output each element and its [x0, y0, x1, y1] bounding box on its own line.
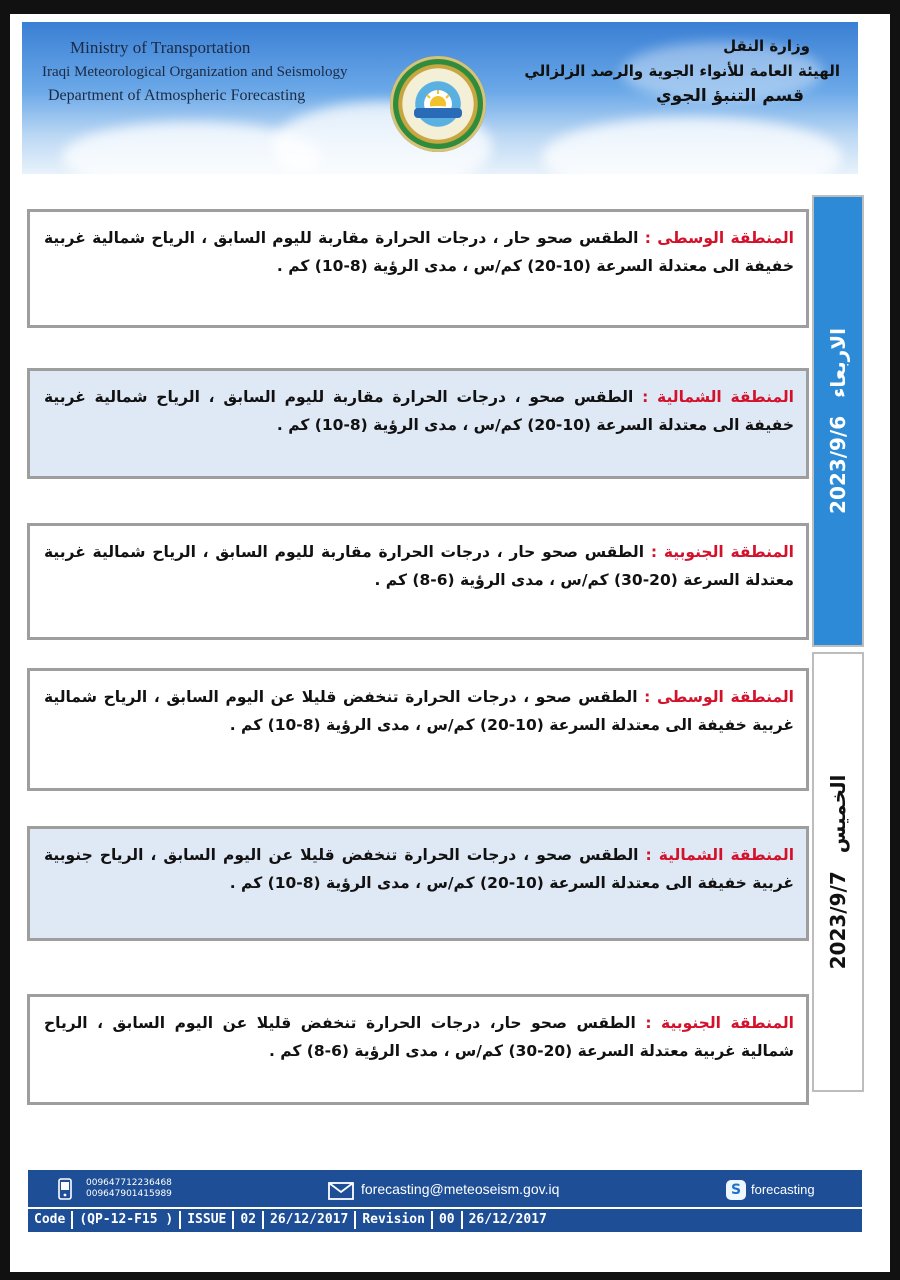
day-name: الخميس	[826, 774, 850, 854]
forecast-box-south-day1	[27, 523, 809, 640]
forecast-text: الطقس صحو ، درجات الحرارة مقاربة لليوم السابق ، الرياح شمالية غربية خفيفة الى معتدلة السرعة (10-20) كم/س ، مدى الرؤية (8-10) كم .	[44, 388, 794, 434]
forecast-box-central-day2	[27, 668, 809, 791]
region-label: المنطقة الوسطى :	[644, 229, 794, 247]
forecast-box-south-day2	[27, 994, 809, 1105]
forecast-box-central-day1	[27, 209, 809, 328]
english-heading	[42, 36, 347, 108]
region-label: المنطقة الشمالية :	[642, 388, 794, 406]
ministry-name-ar: وزارة النقل	[723, 37, 810, 55]
day-label	[826, 775, 850, 970]
contact-footer	[28, 1170, 862, 1232]
region-label: المنطقة الشمالية :	[645, 846, 795, 864]
day-name: الاربعاء	[826, 328, 850, 398]
forecast-box-north-day1	[27, 368, 809, 479]
revision-number: 00	[433, 1211, 463, 1229]
arabic-heading	[524, 34, 840, 109]
issue-label: ISSUE	[181, 1211, 234, 1229]
phone-numbers	[86, 1178, 172, 1200]
phone-number: 009647901415989	[86, 1189, 172, 1199]
forecast-box-north-day2	[27, 826, 809, 941]
revision-date: 26/12/2017	[468, 1212, 547, 1227]
forecast-text: الطقس صحو ، درجات الحرارة تنخفض قليلا عن اليوم السابق ، الرياح جنوبية غربية خفيفة الى معتدلة السرعة (10-20) كم/س ، مدى الرؤية (8-10) كم .	[44, 846, 794, 892]
seal-band	[414, 108, 462, 118]
day-tab-wednesday	[812, 195, 864, 647]
department-name-ar: قسم التنبؤ الجوي	[656, 86, 804, 106]
forecast-text: الطقس صحو حار، درجات الحرارة تنخفض قليلا عن اليوم السابق ، الرياح شمالية غربية معتدلة السرعة (20-30) كم/س ، مدى الرؤية (6-8) كم .	[44, 1014, 794, 1060]
phone-icon	[58, 1178, 72, 1200]
skype-icon: S	[726, 1180, 746, 1200]
issue-number: 02	[234, 1211, 264, 1229]
organization-name-en: Iraqi Meteorological Organization and Seismology	[42, 64, 348, 80]
day-date: 2023/9/7	[826, 871, 850, 970]
day-tab-thursday	[812, 652, 864, 1092]
region-label: المنطقة الجنوبية :	[645, 1014, 794, 1032]
ministry-name-en: Ministry of Transportation	[70, 38, 251, 57]
department-name-en: Department of Atmospheric Forecasting	[48, 87, 306, 104]
code-value: (QP-12-F15 )	[73, 1211, 181, 1229]
day-date: 2023/9/6	[826, 415, 850, 514]
forecast-text: الطقس صحو ، درجات الحرارة تنخفض قليلا عن اليوم السابق ، الرياح شمالية غربية خفيفة الى معتدلة السرعة (10-20) كم/س ، مدى الرؤية (8-10) كم .	[44, 688, 794, 734]
revision-label: Revision	[356, 1211, 433, 1229]
document-code-row	[28, 1210, 862, 1230]
region-label: المنطقة الجنوبية :	[650, 543, 794, 561]
envelope-icon	[328, 1182, 354, 1200]
issue-date: 26/12/2017	[264, 1211, 356, 1229]
phone-number: 009647712236468	[86, 1178, 172, 1188]
region-label: المنطقة الوسطى :	[644, 688, 794, 706]
email-link[interactable]: forecasting@meteoseism.gov.iq	[361, 1181, 560, 1197]
forecast-text: الطقس صحو حار ، درجات الحرارة مقاربة لليوم السابق ، الرياح شمالية غربية خفيفة الى معتدلة السرعة (10-20) كم/س ، مدى الرؤية (8-10) كم .	[44, 229, 794, 275]
day-label	[826, 328, 850, 514]
code-label: Code	[28, 1211, 73, 1229]
forecast-text: الطقس صحو حار ، درجات الحرارة مقاربة لليوم السابق ، الرياح شمالية غربية معتدلة السرعة (20-30) كم/س ، مدى الرؤية (6-8) كم .	[44, 543, 794, 589]
letterhead-banner	[22, 22, 858, 174]
skype-handle: forecasting	[751, 1182, 815, 1197]
organization-seal-icon	[390, 56, 486, 152]
organization-name-ar: الهيئة العامة للأنواء الجوية والرصد الزلزالي	[524, 62, 840, 80]
footer-divider	[28, 1207, 862, 1209]
